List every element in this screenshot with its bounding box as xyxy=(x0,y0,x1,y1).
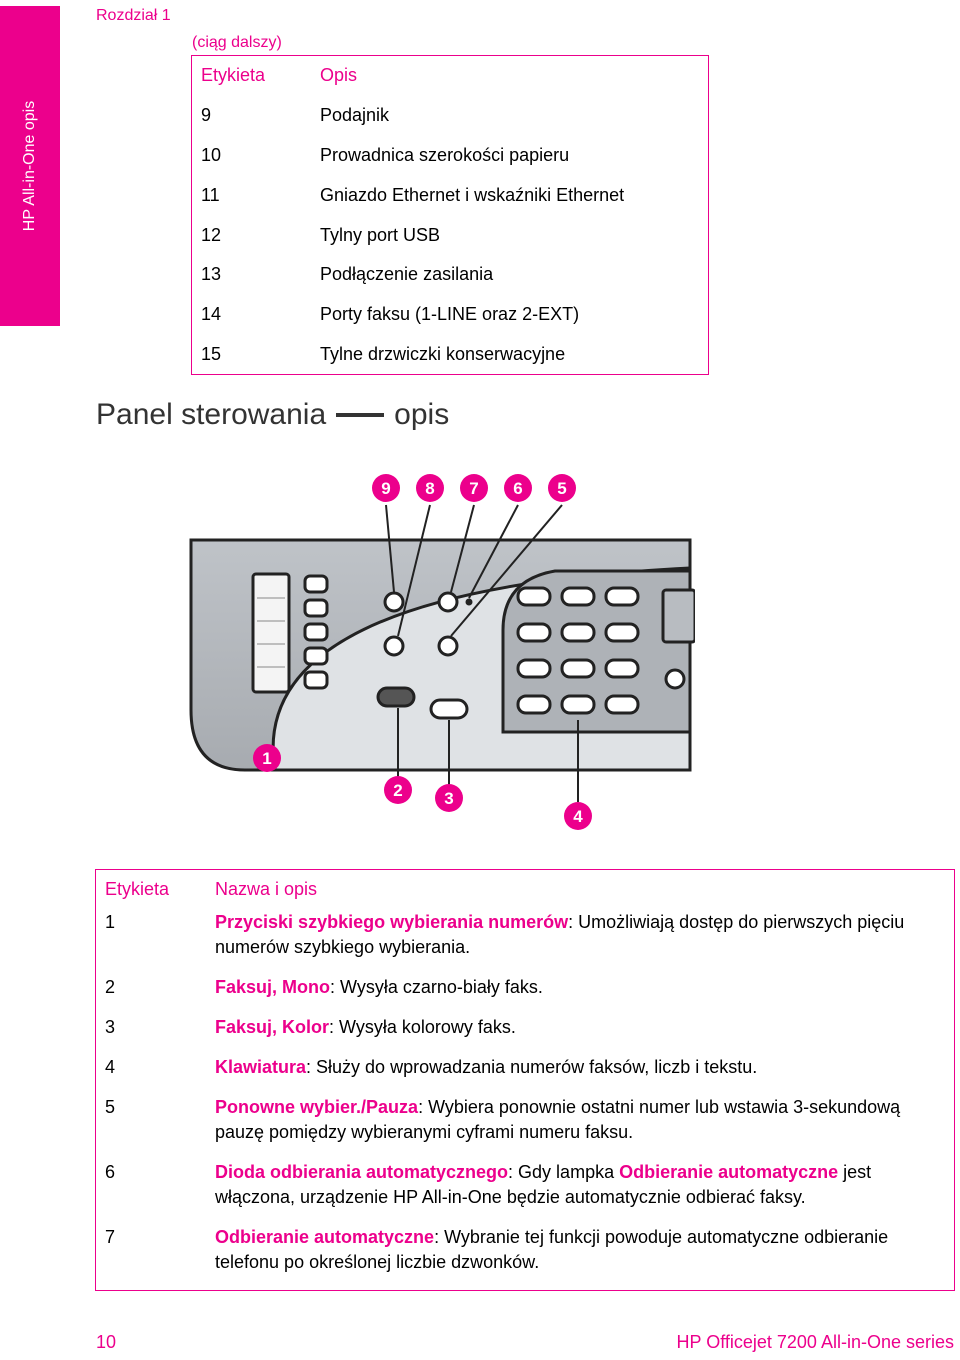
callout-label: 2 xyxy=(393,781,403,800)
feature-description: : Gdy lampka xyxy=(508,1162,620,1182)
keypad-key xyxy=(518,696,550,713)
table-row xyxy=(96,1095,955,1160)
parts-table xyxy=(191,55,709,375)
table-row xyxy=(96,1225,955,1291)
auto-answer-led xyxy=(466,599,473,606)
keypad-key xyxy=(562,624,594,641)
row-description: Podajnik xyxy=(320,105,390,126)
row-description xyxy=(215,1055,955,1095)
feature-description: : Wybiera ponownie ostatni numer lub wstawia 3-sekundową pauzę pomiędzy wybieranymi cyframi numeru faksu. xyxy=(215,1097,901,1142)
side-tab-label: HP All-in-One opis xyxy=(21,100,38,232)
section-title xyxy=(96,398,449,432)
feature-description: jest włączona, urządzenie HP All-in-One będzie automatycznie odbierać faksy. xyxy=(215,1162,872,1207)
parts-table-header xyxy=(192,56,709,96)
row-label: 14 xyxy=(201,304,222,325)
section-title-right: opis xyxy=(394,398,450,431)
callout-6 xyxy=(504,474,532,502)
callout-5 xyxy=(548,474,576,502)
feature-name: Ponowne wybier./Pauza xyxy=(215,1097,419,1117)
row-description: Tylne drzwiczki konserwacyjne xyxy=(320,343,566,364)
section-title-left: Panel sterowania xyxy=(96,398,327,431)
row-description: Tylny port USB xyxy=(320,224,441,245)
callout-label: 6 xyxy=(513,479,523,498)
callout-4 xyxy=(564,802,592,830)
feature-name: Przyciski szybkiego wybierania numerów xyxy=(215,912,569,932)
row-label: 15 xyxy=(201,343,222,364)
feature-name: Faksuj, Mono xyxy=(215,977,331,997)
row-description: Gniazdo Ethernet i wskaźniki Ethernet xyxy=(320,184,625,205)
feature-name: Odbieranie automatyczne xyxy=(619,1162,839,1182)
table-row xyxy=(96,975,955,1015)
callout-label: 8 xyxy=(425,479,435,498)
row-label: 11 xyxy=(201,184,220,205)
row-label: 9 xyxy=(201,105,212,126)
keypad-key xyxy=(606,624,638,641)
row-description xyxy=(215,1015,955,1055)
row-description xyxy=(215,975,955,1015)
feature-description: : Wybranie tej funkcji powoduje automatyczne odbieranie telefonu po określonej liczbie dzwonków. xyxy=(215,1227,889,1272)
speed-dial-button xyxy=(305,672,327,688)
table-row xyxy=(96,1055,955,1095)
table-row xyxy=(96,910,955,975)
keypad-key xyxy=(606,660,638,677)
keypad-key xyxy=(606,696,638,713)
continued-label: (ciąg dalszy) xyxy=(192,34,282,51)
callout-1 xyxy=(253,744,281,772)
row-description: Podłączenie zasilania xyxy=(320,264,494,285)
row-label: 4 xyxy=(105,1057,116,1077)
row-label: 7 xyxy=(105,1227,116,1247)
callout-2 xyxy=(384,776,412,804)
callout-label: 3 xyxy=(444,789,454,808)
speed-dial-button xyxy=(305,576,327,592)
title-dash xyxy=(336,413,384,417)
callout-3 xyxy=(435,784,463,812)
callout-label: 9 xyxy=(381,479,391,498)
feature-description: : Wysyła kolorowy faks. xyxy=(329,1017,516,1037)
header-label: Etykieta xyxy=(201,65,266,86)
table-row xyxy=(192,295,709,335)
row-label: 5 xyxy=(105,1097,116,1117)
row-description xyxy=(215,1225,955,1291)
header-label: Etykieta xyxy=(105,879,170,899)
table-row xyxy=(192,215,709,255)
feature-description: : Umożliwiają dostęp do pierwszych pięciu numerów szybkiego wybierania. xyxy=(215,912,905,957)
chapter-header: Rozdział 1 xyxy=(96,7,171,24)
keypad-key xyxy=(606,588,638,605)
speed-dial-button xyxy=(305,600,327,616)
side-tab xyxy=(0,6,60,326)
header-name-description: Nazwa i opis xyxy=(215,879,318,899)
row-label: 6 xyxy=(105,1162,116,1182)
table-row xyxy=(192,175,709,215)
display-screen xyxy=(663,590,695,642)
callout-8 xyxy=(416,474,444,502)
table-row xyxy=(192,255,709,295)
footer-title: HP Officejet 7200 All-in-One series xyxy=(676,1332,954,1352)
feature-name: Odbieranie automatyczne xyxy=(215,1227,435,1247)
row-description xyxy=(215,910,955,975)
callout-label: 5 xyxy=(557,479,567,498)
callout-9 xyxy=(372,474,400,502)
table-row xyxy=(96,1015,955,1055)
control-panel-table-header xyxy=(96,870,955,911)
speed-dial-button xyxy=(305,624,327,640)
row-label: 10 xyxy=(201,144,222,165)
round-button xyxy=(666,670,684,688)
keypad-key xyxy=(518,660,550,677)
speed-dial-button xyxy=(305,648,327,664)
row-description xyxy=(215,1095,955,1160)
keypad-key xyxy=(562,588,594,605)
round-button xyxy=(385,637,403,655)
callout-label: 1 xyxy=(262,749,272,768)
row-label: 2 xyxy=(105,977,116,997)
auto-answer-button xyxy=(439,637,457,655)
keypad-key xyxy=(518,624,550,641)
row-label: 12 xyxy=(201,224,222,245)
page-number: 10 xyxy=(96,1332,117,1352)
fax-mono-button xyxy=(378,688,414,706)
callout-label: 7 xyxy=(469,479,479,498)
feature-name: Dioda odbierania automatycznego xyxy=(215,1162,509,1182)
feature-name: Klawiatura xyxy=(215,1057,307,1077)
row-label: 3 xyxy=(105,1017,116,1037)
feature-description: : Służy do wprowadzania numerów faksów, liczb i tekstu. xyxy=(306,1057,758,1077)
control-panel-figure xyxy=(185,470,695,835)
keypad-key xyxy=(518,588,550,605)
callout-7 xyxy=(460,474,488,502)
speed-dial-buttons xyxy=(305,576,327,688)
keypad-key xyxy=(562,696,594,713)
redial-pause-button xyxy=(439,593,457,611)
table-row xyxy=(192,335,709,375)
feature-name: Faksuj, Kolor xyxy=(215,1017,330,1037)
callout-label: 4 xyxy=(573,807,583,826)
table-row xyxy=(192,136,709,176)
row-description: Prowadnica szerokości papieru xyxy=(320,144,570,165)
fax-color-button xyxy=(431,700,467,718)
table-row xyxy=(96,1160,955,1225)
row-description xyxy=(215,1160,955,1225)
row-label: 13 xyxy=(201,264,222,285)
header-description: Opis xyxy=(320,65,358,86)
speed-dial-label-strip xyxy=(253,574,289,692)
feature-description: : Wysyła czarno-biały faks. xyxy=(330,977,543,997)
row-description: Porty faksu (1-LINE oraz 2-EXT) xyxy=(320,304,580,325)
keypad-key xyxy=(562,660,594,677)
control-panel-table xyxy=(95,869,955,1291)
round-button xyxy=(385,593,403,611)
table-row xyxy=(192,96,709,136)
row-label: 1 xyxy=(105,912,116,932)
